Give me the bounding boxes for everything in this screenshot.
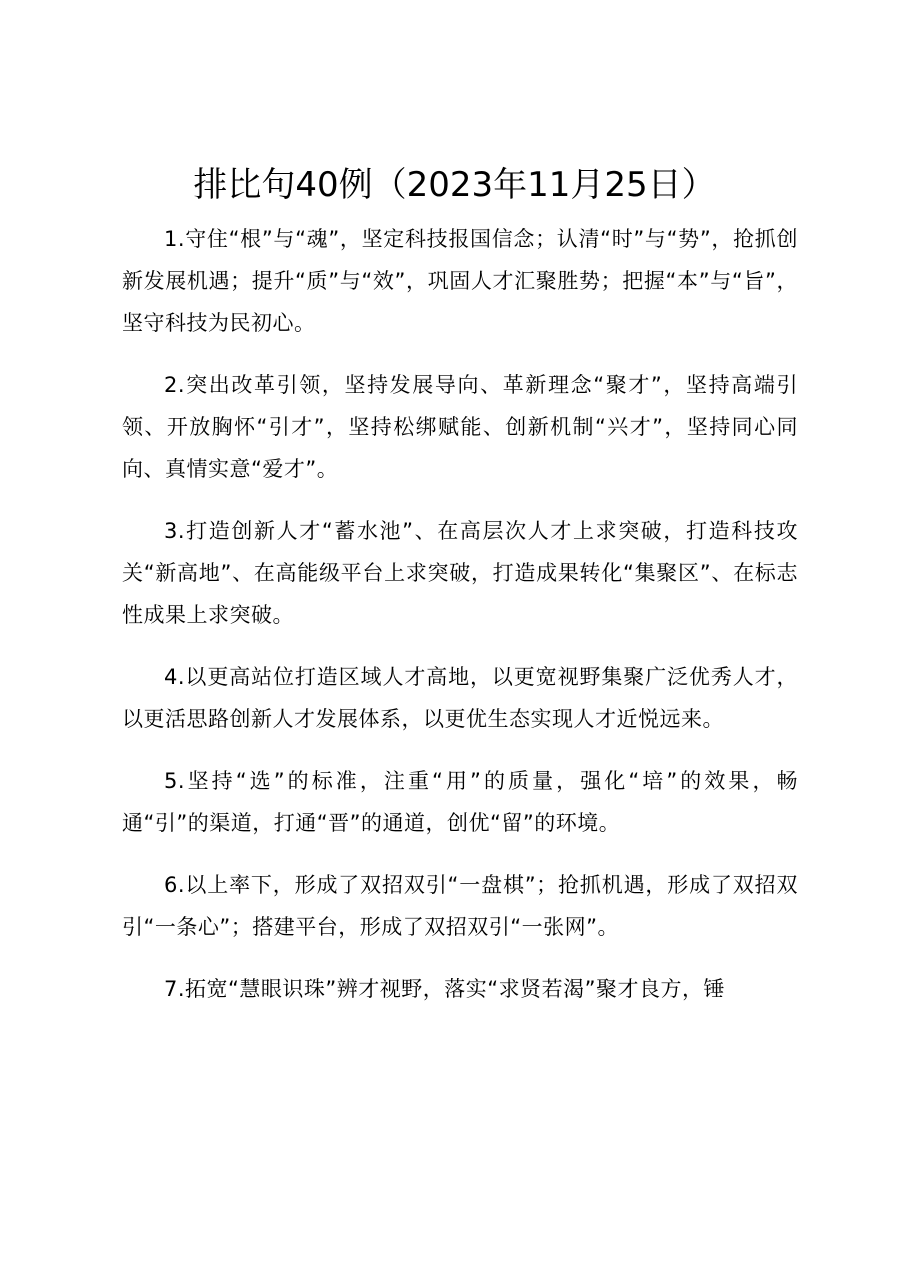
document-title: 排比句40例（2023年11月25日） [193, 165, 716, 205]
paragraph-3: 3.打造创新人才“蓄水池”、在高层次人才上求突破，打造科技攻关“新高地”、在高能级平台上求突破，打造成果转化“集聚区”、在标志性成果上求突破。 [122, 519, 798, 627]
paragraph-5: 5.坚持“选”的标准，注重“用”的质量，强化“培”的效果，畅通“引”的渠道，打通“晋”的通道，创优“留”的环境。 [122, 769, 798, 835]
document-body [122, 218, 798, 1030]
paragraph-4: 4.以更高站位打造区域人才高地，以更宽视野集聚广泛优秀人才，以更活思路创新人才发展体系，以更优生态实现人才近悦远来。 [122, 665, 798, 731]
paragraph-1: 1.守住“根”与“魂”，坚定科技报国信念；认清“时”与“势”，抢抓创新发展机遇；提升“质”与“效”，巩固人才汇聚胜势；把握“本”与“旨”，坚守科技为民初心。 [122, 227, 798, 335]
paragraph-7: 7.拓宽“慧眼识珠”辨才视野，落实“求贤若渴”聚才良方，锤 [164, 977, 726, 1001]
paragraph-6: 6.以上率下，形成了双招双引“一盘棋”；抢抓机遇，形成了双招双引“一条心”；搭建平台，形成了双招双引“一张网”。 [122, 873, 798, 939]
paragraph-2: 2.突出改革引领，坚持发展导向、革新理念“聚才”，坚持高端引领、开放胸怀“引才”，坚持松绑赋能、创新机制“兴才”，坚持同心同向、真情实意“爱才”。 [122, 373, 798, 481]
